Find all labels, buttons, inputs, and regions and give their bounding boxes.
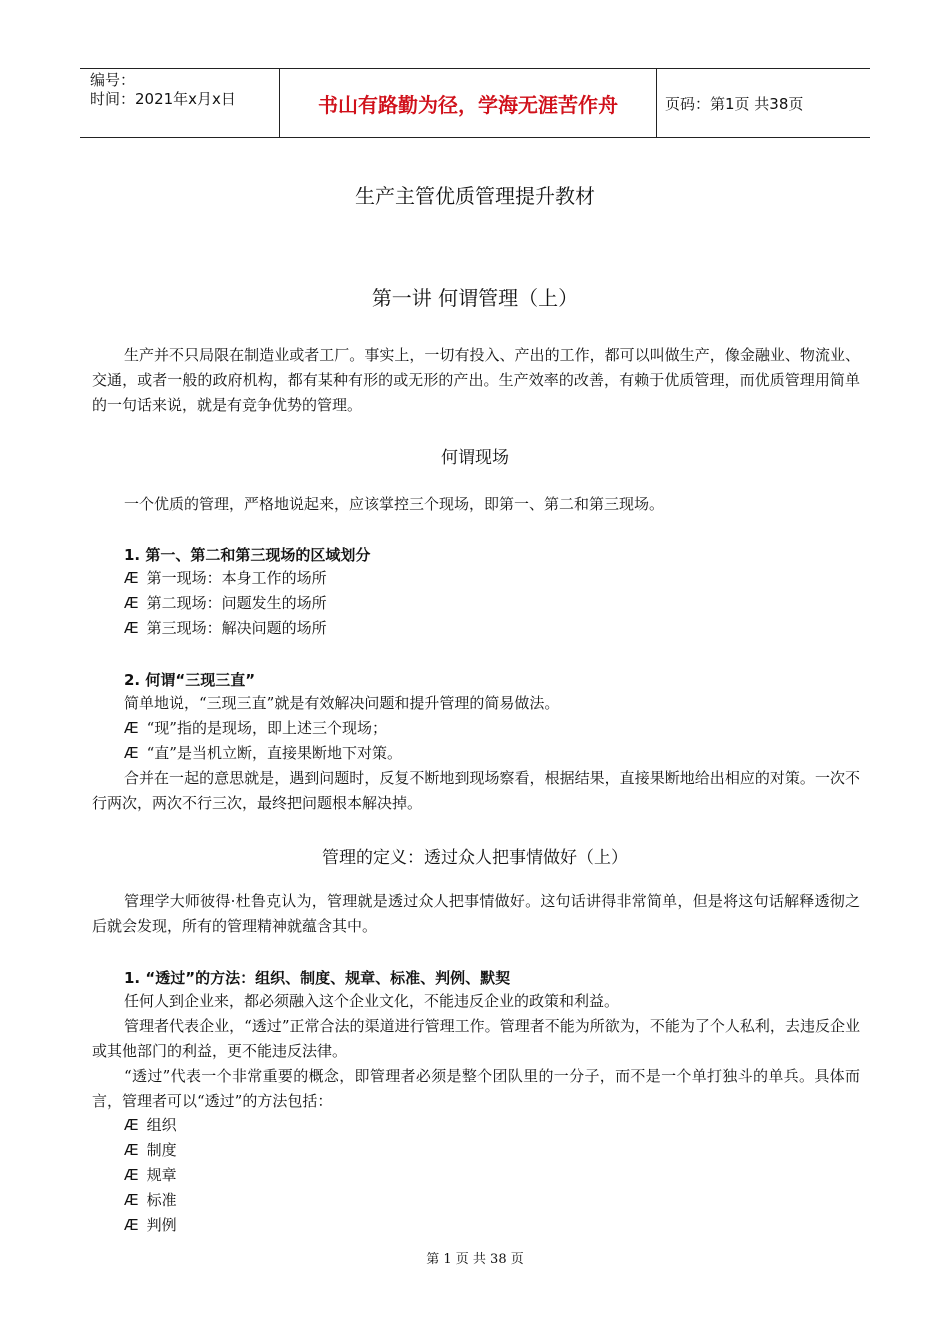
bullet-symbol: Æ xyxy=(124,1166,139,1184)
list-item-text: 规章 xyxy=(146,1166,177,1184)
time-label: 时间：2021年x月x日 xyxy=(90,90,236,108)
document-title: 生产主管优质管理提升教材 xyxy=(355,184,595,208)
header-page-info: 页码：第1页 共38页 xyxy=(665,94,804,113)
list-item-text: 第二现场：问题发生的场所 xyxy=(146,594,327,612)
number-label: 编号： xyxy=(90,71,136,89)
item2-paragraph-2: 合并在一起的意思就是，遇到问题时，反复不断地到现场察看，根据结果，直接果断地给出相应的对策。一次不行两次，两次不行三次，最终把问题根本解决掉。 xyxy=(92,769,860,812)
bullet-symbol: Æ xyxy=(124,594,139,612)
bullet-symbol: Æ xyxy=(124,1141,139,1159)
bullet-symbol: Æ xyxy=(124,569,139,587)
lecture-title: 第一讲 何谓管理（上） xyxy=(371,286,579,310)
list-item-text: 第一现场：本身工作的场所 xyxy=(146,569,327,587)
list-item xyxy=(124,741,402,766)
bullet-symbol: Æ xyxy=(124,744,139,762)
list-item xyxy=(124,1163,177,1188)
item1-heading: 1. 第一、第二和第三现场的区域划分 xyxy=(124,546,371,564)
bullet-symbol: Æ xyxy=(124,1216,139,1234)
item3-paragraph-2: 管理者代表企业，“透过”正常合法的渠道进行管理工作。管理者不能为所欲为，不能为了个人私利，去违反企业或其他部门的利益，更不能违反法律。 xyxy=(92,1017,860,1060)
list-item xyxy=(124,566,327,591)
header-motto: 书山有路勤为径，学海无涯苦作舟 xyxy=(280,69,657,137)
section-heading-definition: 管理的定义：透过众人把事情做好（上） xyxy=(322,848,628,868)
item3-paragraph-3: “透过”代表一个非常重要的概念，即管理者必须是整个团队里的一分子，而不是一个单打独斗的单兵。具体而言，管理者可以“透过”的方法包括： xyxy=(92,1067,860,1110)
bullet-symbol: Æ xyxy=(124,619,139,637)
list-item xyxy=(124,1113,177,1138)
list-item xyxy=(124,616,327,641)
item2-bullet-list xyxy=(124,716,402,766)
item3-heading: 1. “透过”的方法：组织、制度、规章、标准、判例、默契 xyxy=(124,969,511,987)
header-meta xyxy=(80,69,280,137)
page-header xyxy=(80,68,870,138)
section1-paragraph: 一个优质的管理，严格地说起来，应该掌控三个现场，即第一、第二和第三现场。 xyxy=(124,495,665,513)
list-item xyxy=(124,1213,177,1238)
list-item-text: 判例 xyxy=(146,1216,177,1234)
item3-paragraph-1: 任何人到企业来，都必须融入这个企业文化，不能违反企业的政策和利益。 xyxy=(124,992,620,1010)
list-item xyxy=(124,591,327,616)
item2-paragraph: 简单地说，“三现三直”就是有效解决问题和提升管理的简易做法。 xyxy=(124,694,560,712)
list-item xyxy=(124,716,402,741)
page-footer: 第 1 页 共 38 页 xyxy=(426,1252,524,1267)
section2-paragraph: 管理学大师彼得·杜鲁克认为，管理就是透过众人把事情做好。这句话讲得非常简单，但是将这句话解释透彻之后就会发现，所有的管理精神就蕴含其中。 xyxy=(92,892,860,935)
list-item-text: “现”指的是现场，即上述三个现场； xyxy=(146,719,387,737)
bullet-symbol: Æ xyxy=(124,1116,139,1134)
list-item xyxy=(124,1188,177,1213)
list-item xyxy=(124,1138,177,1163)
bullet-symbol: Æ xyxy=(124,1191,139,1209)
list-item-text: 制度 xyxy=(146,1141,177,1159)
list-item-text: “直”是当机立断，直接果断地下对策。 xyxy=(146,744,402,762)
item1-bullet-list xyxy=(124,566,327,641)
list-item-text: 第三现场：解决问题的场所 xyxy=(146,619,327,637)
bullet-symbol: Æ xyxy=(124,719,139,737)
list-item-text: 标准 xyxy=(146,1191,177,1209)
list-item-text: 组织 xyxy=(146,1116,177,1134)
intro-paragraph: 生产并不只局限在制造业或者工厂。事实上，一切有投入、产出的工作，都可以叫做生产，像金融业、物流业、交通，或者一般的政府机构，都有某种有形的或无形的产出。生产效率的改善，有赖于优质管理，而优质管理用简单的一句话来说，就是有竞争优势的管理。 xyxy=(92,346,860,414)
item3-bullet-list xyxy=(124,1113,177,1238)
item2-heading: 2. 何谓“三现三直” xyxy=(124,671,256,689)
section-heading-xianchang: 何谓现场 xyxy=(441,448,509,468)
